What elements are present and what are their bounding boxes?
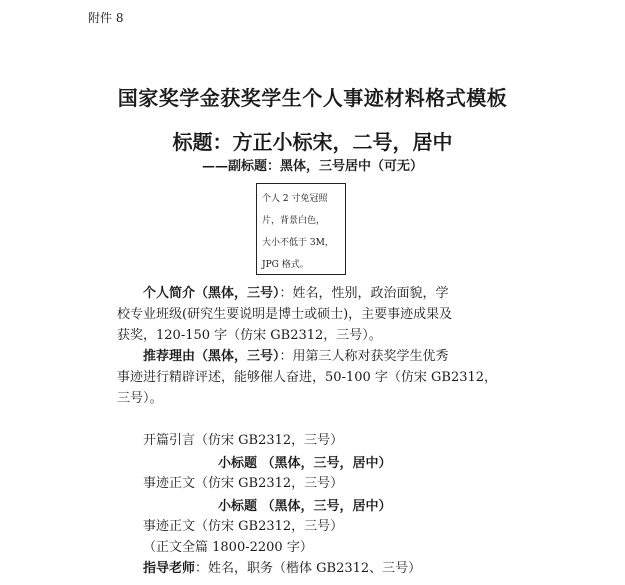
attachment-label: 附件 8	[88, 11, 124, 25]
photo-note-line: JPG 格式。	[262, 260, 309, 270]
advisor-line	[143, 558, 421, 579]
advisor-text: ：姓名，职务（楷体 GB2312、三号）	[195, 561, 422, 576]
reason-line-3: 三号）。	[117, 391, 163, 406]
photo-note-line: 个人 2 寸免冠照	[262, 194, 328, 204]
subheading-format: ——副标题：黑体，三号居中（可无）	[201, 159, 423, 174]
reason-label: 推荐理由（黑体，三号）	[143, 349, 280, 364]
length-note: （正文全篇 1800-2200 字）	[143, 540, 313, 555]
opening-line: 开篇引言（仿宋 GB2312，三号）	[143, 433, 344, 448]
intro-line-2: 校专业班级(研究生要说明是博士或硕士)，主要事迹成果及	[117, 307, 453, 322]
body-text-1: 事迹正文（仿宋 GB2312，三号）	[143, 476, 344, 491]
heading-format: 标题：方正小标宋，二号，居中	[172, 130, 453, 154]
photo-placeholder-box	[256, 183, 346, 275]
subtitle-1: 小标题 （黑体，三号，居中）	[218, 456, 392, 471]
intro-line-1	[143, 283, 449, 304]
reason-line-1	[143, 346, 449, 367]
intro-label: 个人简介（黑体，三号）	[143, 286, 280, 301]
photo-note-line: 片，背景白色，	[262, 216, 326, 226]
photo-note-line: 大小不低于 3M，	[262, 238, 334, 248]
intro-line-3: 获奖，120-150 字（仿宋 GB2312，三号）。	[117, 328, 382, 343]
document-title: 国家奖学金获奖学生个人事迹材料格式模板	[117, 86, 508, 110]
reason-line-2: 事迹进行精辟评述，能够催人奋进，50-100 字（仿宋 GB2312，	[117, 370, 498, 385]
subtitle-2: 小标题 （黑体，三号，居中）	[218, 499, 392, 514]
advisor-label: 指导老师	[143, 561, 196, 576]
body-text-2: 事迹正文（仿宋 GB2312，三号）	[143, 519, 344, 534]
intro-text: ：姓名，性别，政治面貌，学	[279, 286, 449, 301]
reason-text: ：用第三人称对获奖学生优秀	[279, 349, 449, 364]
